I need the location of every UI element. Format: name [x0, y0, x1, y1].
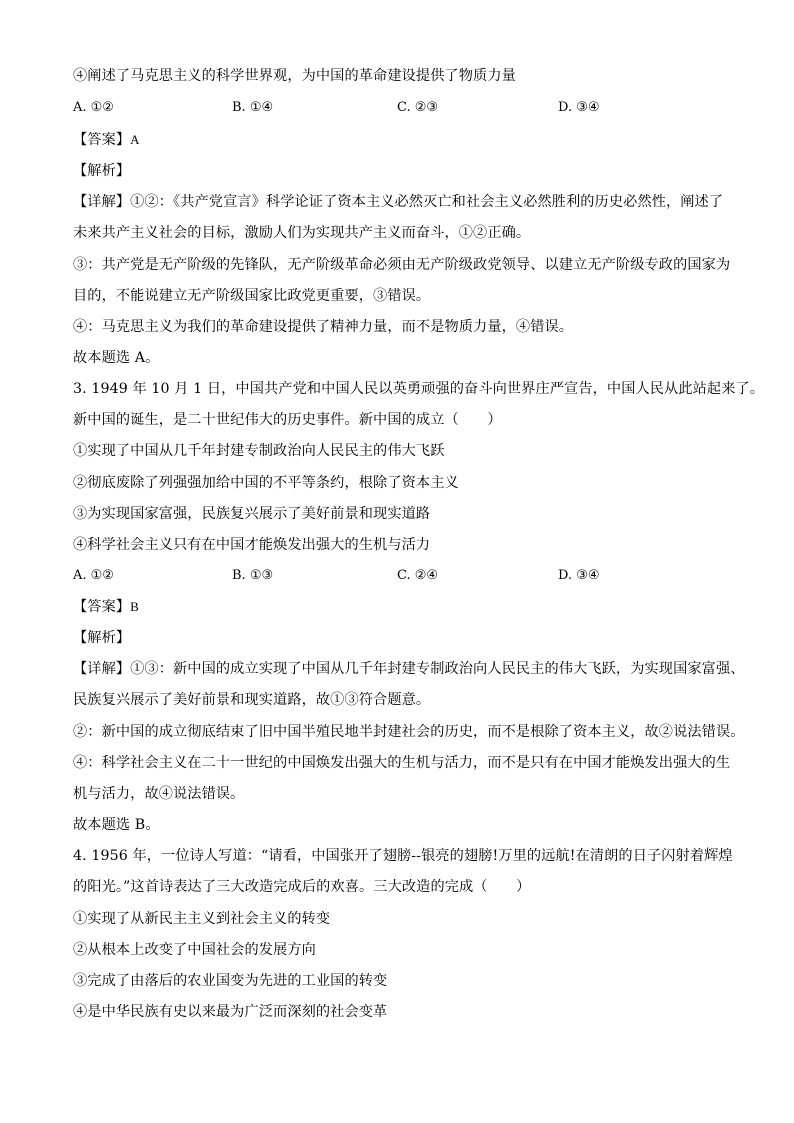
q3-detail-p1-line2: 民族复兴展示了美好前景和现实道路，故①③符合题意。 — [73, 692, 431, 708]
q3-analysis-label: 【解析】 — [73, 630, 131, 646]
q3-detail-p1-line1: 【详解】①③：新中国的成立实现了中国从几千年封建专制政治向人民民主的伟大飞跃，为实现国家富强、 — [73, 661, 745, 677]
q3-stem-line2: 新中国的诞生，是二十世纪伟大的历史事件。新中国的成立（ ） — [73, 412, 502, 428]
q3-detail-p3-line2: 机与活力，故④说法错误。 — [73, 786, 245, 802]
q3-detail-p3-line1: ④：科学社会主义在二十一世纪的中国焕发出强大的生机与活力，而不是只有在中国才能焕发出强大的生 — [73, 755, 731, 771]
q2-detail-p2-line1: ③：共产党是无产阶级的先锋队，无产阶级革命必须由无产阶级政党领导、以建立无产阶级专政的国家为 — [73, 257, 731, 273]
q2-option-d: D. ③④ — [558, 100, 600, 115]
q2-option-c: C. ②③ — [397, 100, 439, 115]
q3-option-d: D. ③④ — [558, 568, 600, 583]
q2-detail-p3: ④：马克思主义为我们的革命建设提供了精神力量，而不是物质力量，④错误。 — [73, 319, 574, 335]
q4-item-2: ②从根本上改变了中国社会的发展方向 — [73, 942, 316, 958]
q4-stem-line2: 的阳光。”这首诗表达了三大改造完成后的欢喜。三大改造的完成（ ） — [73, 879, 531, 895]
q4-item-4: ④是中华民族有史以来最为广泛而深刻的社会变革 — [73, 1004, 388, 1020]
answer-label: 【答案】 — [73, 132, 131, 148]
q3-answer — [73, 597, 139, 617]
q3-item-4: ④科学社会主义只有在中国才能焕发出强大的生机与活力 — [73, 537, 431, 553]
q3-conclusion: 故本题选 B。 — [73, 817, 160, 833]
q3-item-1: ①实现了中国从几千年封建专制政治向人民民主的伟大飞跃 — [73, 443, 445, 459]
q4-item-3: ③完成了由落后的农业国变为先进的工业国的转变 — [73, 973, 388, 989]
q3-item-2: ②彻底废除了列强强加给中国的不平等条约，根除了资本主义 — [73, 475, 459, 491]
q4-stem-line1: 4. 1956 年，一位诗人写道：“请看，中国张开了翅膀--银亮的翅膀!万里的远航!在清朗的日子闪射着辉煌 — [73, 848, 733, 864]
q2-detail-p1-line2: 未来共产主义社会的目标，激励人们为实现共产主义而奋斗，①②正确。 — [73, 225, 531, 241]
q3-stem-line1: 3. 1949 年 10 月 1 日，中国共产党和中国人民以英勇顽强的奋斗向世界庄严宣告，中国人民从此站起来了。 — [73, 381, 765, 397]
q2-answer — [73, 130, 140, 150]
q3-item-3: ③为实现国家富强，民族复兴展示了美好前景和现实道路 — [73, 506, 431, 522]
q2-conclusion: 故本题选 A。 — [73, 350, 160, 366]
q4-item-1: ①实现了从新民主主义到社会主义的转变 — [73, 911, 331, 927]
q2-analysis-label: 【解析】 — [73, 163, 131, 179]
q3-option-a: A. ①② — [73, 568, 114, 583]
answer-label: 【答案】 — [73, 599, 131, 615]
answer-value: B — [130, 599, 139, 614]
q2-detail-p2-line2: 目的，不能说建立无产阶级国家比政党更重要，③错误。 — [73, 288, 431, 304]
q3-option-b: B. ①③ — [232, 568, 274, 583]
q2-detail-p1-line1: 【详解】①②：《共产党宣言》科学论证了资本主义必然灭亡和社会主义必然胜利的历史必然性，阐述了 — [73, 194, 724, 210]
q3-detail-p2: ②：新中国的成立彻底结束了旧中国半殖民地半封建社会的历史，而不是根除了资本主义，故②说法错误。 — [73, 724, 745, 740]
answer-value: A — [130, 132, 140, 147]
q2-item-4: ④阐述了马克思主义的科学世界观，为中国的革命建设提供了物质力量 — [73, 68, 516, 84]
q3-option-c: C. ②④ — [397, 568, 439, 583]
q2-option-a: A. ①② — [73, 100, 114, 115]
q2-option-b: B. ①④ — [232, 100, 274, 115]
